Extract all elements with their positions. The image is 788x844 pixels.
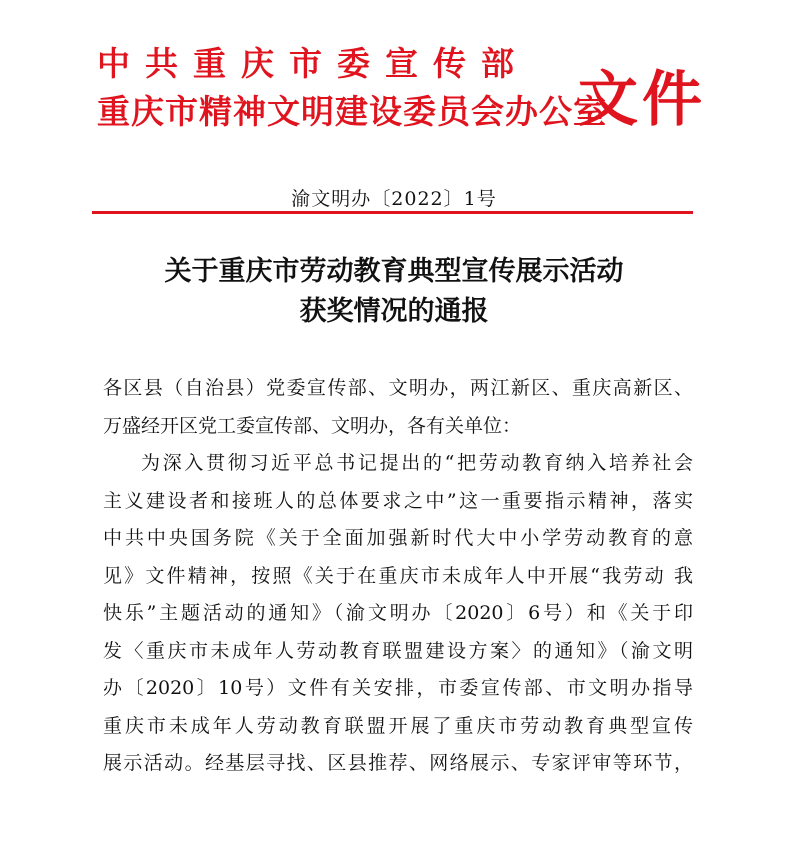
document-body — [103, 370, 693, 783]
paragraph-line-2: 主义建设者和接班人的总体要求之中”这一重要指示精神，落实 — [103, 489, 693, 512]
document-title — [0, 252, 788, 332]
document-type-label: 文件 — [578, 65, 706, 135]
issuer-name-civilization-office: 重庆市精神文明建设委员会办公室 — [97, 92, 607, 131]
paragraph-line-7: 办〔2020〕10号）文件有关安排，市委宣传部、市文明办指导 — [103, 677, 693, 699]
paragraph-line-5: 快乐”主题活动的通知》（渝文明办〔2020〕6号）和《关于印 — [103, 602, 693, 624]
paragraph-line-8: 重庆市未成年人劳动教育联盟开展了重庆市劳动教育典型宣传 — [103, 714, 693, 737]
paragraph-line-4: 见》文件精神，按照《关于在重庆市未成年人中开展“我劳动 我 — [103, 564, 693, 587]
recipients-line-1: 各区县（自治县）党委宣传部、文明办，两江新区、重庆高新区、 — [103, 377, 693, 399]
document-number: 渝文明办〔2022〕1号 — [291, 188, 497, 210]
paragraph-line-1: 为深入贯彻习近平总书记提出的“把劳动教育纳入培养社会 — [141, 452, 693, 474]
issuer-name-party-committee: 中共重庆市委宣传部 — [97, 44, 529, 83]
document-header — [97, 38, 706, 135]
paragraph-line-3: 中共中央国务院《关于全面加强新时代大中小学劳动教育的意 — [103, 527, 693, 549]
title-line-2: 获奖情况的通报 — [299, 296, 489, 327]
recipients-line-2: 万盛经开区党工委宣传部、文明办，各有关单位： — [103, 414, 522, 437]
paragraph-line-6: 发〈重庆市未成年人劳动教育联盟建设方案〉的通知》（渝文明 — [103, 639, 693, 662]
red-divider-rule — [92, 211, 693, 214]
title-line-1: 关于重庆市劳动教育典型宣传展示活动 — [164, 256, 624, 287]
paragraph-line-9: 展示活动。经基层寻找、区县推荐、网络展示、专家评审等环节， — [103, 752, 693, 774]
